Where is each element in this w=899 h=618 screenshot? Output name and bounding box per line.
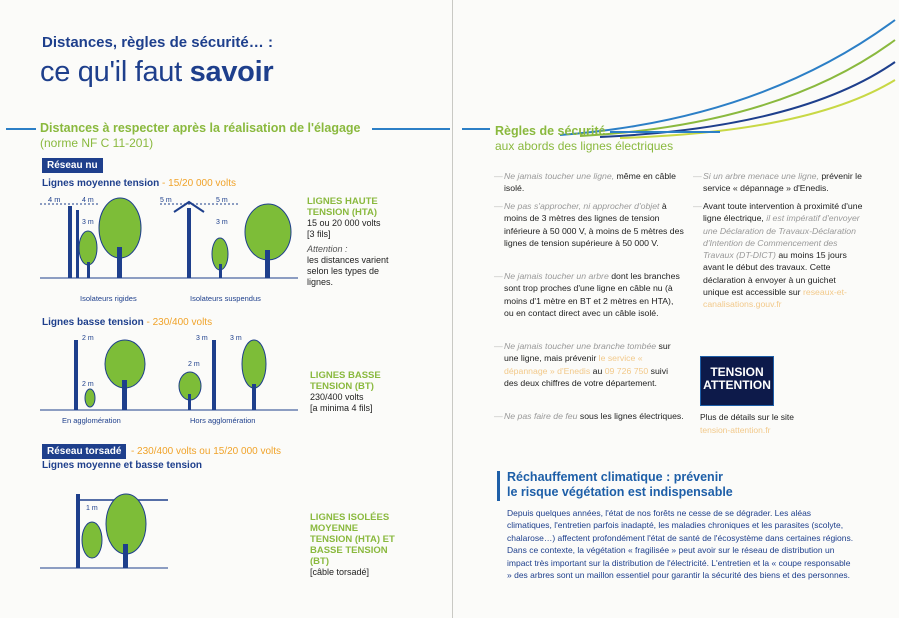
logo-note: Plus de détails sur le site bbox=[700, 412, 795, 422]
section-title-distances: Distances à respecter après la réalisation de l'élagage bbox=[40, 121, 361, 135]
rule-left-2 bbox=[372, 128, 450, 130]
caption-rigides: Isolateurs rigides bbox=[80, 294, 137, 303]
box-bt-title: LIGNES BASSE TENSION (BT) bbox=[310, 370, 381, 392]
dist-label: 1 m bbox=[86, 505, 98, 512]
box-hta-line1: 15 ou 20 000 volts bbox=[307, 218, 381, 228]
rule-item: — Ne jamais toucher une branche tombée sur une ligne, mais prévenir le service « dépannage » d'Enedis au 09 726 750 suivi des deux chiffres de votre département. bbox=[494, 341, 671, 388]
logo-link[interactable]: tension-attention.fr bbox=[700, 425, 771, 435]
section-norm: (norme NF C 11-201) bbox=[40, 136, 154, 150]
hta-illustration bbox=[40, 192, 300, 302]
bt-illustration bbox=[40, 330, 300, 414]
caption-hors-agglo: Hors agglomération bbox=[190, 416, 256, 425]
rule-item: — Ne jamais toucher une ligne, même en câble isolé. bbox=[494, 171, 676, 194]
decorative-swoosh bbox=[560, 0, 899, 140]
attention-label: Attention : bbox=[307, 244, 348, 254]
dist-label: 5 m bbox=[160, 197, 172, 204]
tag-torsade: Réseau torsadé bbox=[42, 444, 126, 459]
page-title: ce qu'il faut savoir bbox=[40, 56, 274, 88]
logo-line2: ATTENTION bbox=[703, 378, 771, 392]
dist-label: 3 m bbox=[82, 219, 94, 226]
dist-label: 3 m bbox=[216, 219, 228, 226]
box-hta bbox=[307, 196, 395, 288]
rule-right-2 bbox=[610, 131, 720, 133]
rule-item: — Ne pas s'approcher, ni approcher d'objet à moins de 3 mètres des lignes de tension inférieure à 50 000 V, à moins de 5 mètres des lignes de tension supérieure à 50 000 V. bbox=[494, 201, 684, 248]
dist-label: 2 m bbox=[82, 381, 94, 388]
logo-line1: TENSION bbox=[710, 365, 764, 379]
dict-link[interactable]: reseaux-et-canalisations.gouv.fr bbox=[703, 287, 847, 310]
caption-agglo: En agglomération bbox=[62, 416, 121, 425]
climate-body: Depuis quelques années, l'état de nos forêts ne cesse de se dégrader. Les aléas climatiques, l'entretien parfois inadapté, les maladies chroniques et les parasites (scolyte, chalarose…) affectent profondément l'état de santé de l'écosystème dans certaines régions. Dans ce contexte, la végétation « fragilisée » peut avoir sur le réseau de distribution un impact très important sur la distribution de l'électricité. L'entretien et la « coupe responsable » des arbres sont un maillon essentiel pour garantir la sécurité des biens et des personnes. bbox=[507, 508, 854, 581]
phone-link[interactable]: 09 726 750 bbox=[604, 365, 649, 376]
rule-right bbox=[462, 128, 490, 130]
heading-hta: Lignes moyenne tension - 15/20 000 volts bbox=[42, 178, 236, 189]
tension-attention-logo bbox=[700, 356, 774, 406]
heading-torsade: Lignes moyenne et basse tension bbox=[42, 460, 203, 471]
dist-label: 3 m bbox=[196, 335, 208, 342]
attention-text: les distances varient selon les types de lignes. bbox=[307, 255, 389, 287]
section-sub-securite: aux abords des lignes électriques bbox=[495, 139, 674, 153]
caption-suspendus: Isolateurs suspendus bbox=[190, 294, 261, 303]
climate-title: Réchauffement climatique : prévenir le risque végétation est indispensable bbox=[507, 470, 733, 499]
page-fold bbox=[452, 0, 453, 618]
torsade-value: - 230/400 volts ou 15/20 000 volts bbox=[130, 446, 282, 457]
dist-label: 2 m bbox=[188, 361, 200, 368]
rule-item: — Si un arbre menace une ligne, prévenir le service « dépannage » d'Enedis. bbox=[693, 171, 862, 194]
torsade-header bbox=[42, 441, 281, 459]
torsade-illustration bbox=[40, 488, 170, 570]
dist-label: 4 m bbox=[82, 197, 94, 204]
box-hta-title: LIGNES HAUTE TENSION (HTA) bbox=[307, 196, 378, 218]
box-hta-line2: [3 fils] bbox=[307, 229, 331, 239]
box-bt-line2: [a minima 4 fils] bbox=[310, 403, 373, 413]
rule-left bbox=[6, 128, 36, 130]
box-torsade bbox=[310, 512, 400, 578]
heading-bt: Lignes basse tension - 230/400 volts bbox=[42, 317, 213, 328]
section-title-securite: Règles de sécurité bbox=[495, 124, 606, 138]
box-torsade-title: LIGNES ISOLÉES MOYENNE TENSION (HTA) ET BASSE TENSION (BT) bbox=[310, 512, 395, 567]
box-bt bbox=[310, 370, 390, 414]
dist-label: 4 m bbox=[48, 195, 61, 204]
box-torsade-line1: [câble torsadé] bbox=[310, 567, 370, 577]
box-bt-line1: 230/400 volts bbox=[310, 392, 364, 402]
rule-item: — Ne pas faire de feu sous les lignes électriques. bbox=[494, 411, 684, 421]
rule-item: — Ne jamais toucher un arbre dont les branches sont trop proches d'une ligne en câble nu (à moins d'1 mètre en BT et 2 mètres en HTA), ou en contact direct avec un câble isolé. bbox=[494, 271, 680, 318]
climate-bar bbox=[497, 471, 500, 501]
dist-label: 3 m bbox=[230, 335, 242, 342]
header-subtitle: Distances, règles de sécurité… : bbox=[42, 34, 273, 51]
rule-item: — Avant toute intervention à proximité d'une ligne électrique, il est impératif d'envoyer une Déclaration de Travaux-Déclaration d'Intention de Commencement des Travaux (DT-DICT) au moins 15 jours avant le début des travaux. Cette déclaration à envoyer à un guichet unique est accessible sur reseaux-et-canalisations.gouv.fr bbox=[693, 201, 863, 310]
depannage-link[interactable]: le service « dépannage » d'Enedis bbox=[504, 353, 643, 376]
dist-label: 2 m bbox=[82, 335, 94, 342]
tag-reseau-nu: Réseau nu bbox=[42, 158, 103, 173]
dist-label: 5 m bbox=[216, 197, 228, 204]
